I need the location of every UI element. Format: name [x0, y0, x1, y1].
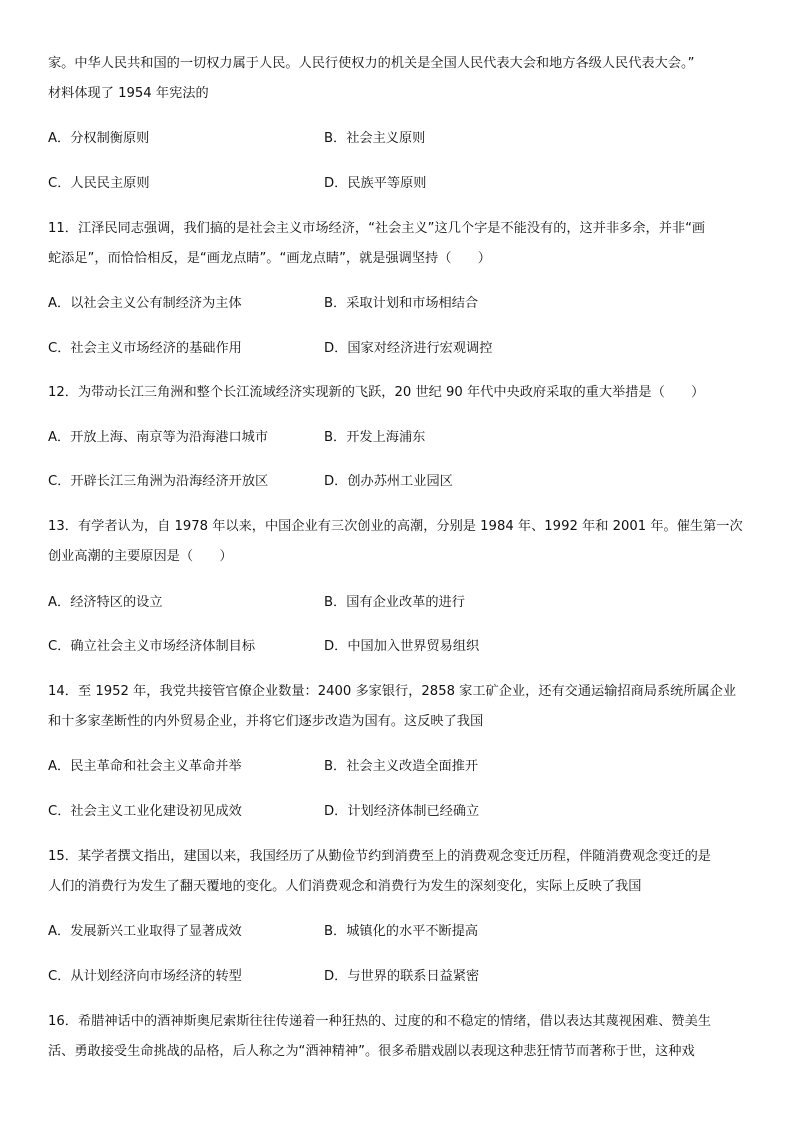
- question-15-text-line-1: 15．某学者撰文指出，建国以来，我国经历了从勤俭节约到消费至上的消费观念变迁历程，伴随消费观念变迁的是: [48, 849, 711, 864]
- question-15-option-a[interactable]: A．发展新兴工业取得了显著成效: [48, 924, 242, 939]
- question-11-option-c[interactable]: C．社会主义市场经济的基础作用: [48, 341, 242, 356]
- question-13-text-line-2: 创业高潮的主要原因是（ ）: [48, 549, 233, 564]
- question-10-option-d[interactable]: D．民族平等原则: [324, 176, 427, 191]
- question-10-option-b[interactable]: B．社会主义原则: [324, 131, 426, 146]
- question-12-option-c[interactable]: C．开辟长江三角洲为沿海经济开放区: [48, 474, 269, 489]
- question-12-option-b[interactable]: B．开发上海浦东: [324, 430, 426, 445]
- question-12-text-line-1: 12．为带动长江三角洲和整个长江流域经济实现新的飞跃，20 世纪 90 年代中央政府采取的重大举措是（ ）: [48, 385, 705, 400]
- question-15-option-c[interactable]: C．从计划经济向市场经济的转型: [48, 969, 242, 984]
- question-10-option-a[interactable]: A．分权制衡原则: [48, 131, 150, 146]
- question-11-text-line-2: 蛇添足”，而恰恰相反，是“画龙点睛”。“画龙点睛”，就是强调坚持（ ）: [48, 251, 491, 266]
- question-13-option-a[interactable]: A．经济特区的设立: [48, 595, 163, 610]
- question-15-option-b[interactable]: B．城镇化的水平不断提高: [324, 924, 479, 939]
- question-16-text-line-1: 16．希腊神话中的酒神斯奥尼索斯往往传递着一种狂热的、过度的和不稳定的情绪，借以表达其蔑视困难、赞美生: [48, 1014, 711, 1029]
- question-14-option-b[interactable]: B．社会主义改造全面推开: [324, 759, 479, 774]
- question-11-option-d[interactable]: D．国家对经济进行宏观调控: [324, 341, 493, 356]
- question-10-text-line-1: 家。中华人民共和国的一切权力属于人民。人民行使权力的机关是全国人民代表大会和地方各级人民代表大会。”: [48, 56, 695, 71]
- question-11-option-a[interactable]: A．以社会主义公有制经济为主体: [48, 296, 242, 311]
- question-12-option-d[interactable]: D．创办苏州工业园区: [324, 474, 453, 489]
- question-12-option-a[interactable]: A．开放上海、南京等为沿海港口城市: [48, 430, 269, 445]
- question-15-option-d[interactable]: D．与世界的联系日益紧密: [324, 969, 480, 984]
- question-10-option-c[interactable]: C．人民民主原则: [48, 176, 150, 191]
- question-14-option-d[interactable]: D．计划经济体制已经确立: [324, 804, 480, 819]
- question-13-text-line-1: 13．有学者认为，自 1978 年以来，中国企业有三次创业的高潮，分别是 1984 年、1992 年和 2001 年。催生第一次: [48, 519, 743, 534]
- question-13-option-c[interactable]: C．确立社会主义市场经济体制目标: [48, 639, 256, 654]
- question-14-option-c[interactable]: C．社会主义工业化建设初见成效: [48, 804, 242, 819]
- question-14-option-a[interactable]: A．民主革命和社会主义革命并举: [48, 759, 242, 774]
- question-13-option-d[interactable]: D．中国加入世界贸易组织: [324, 639, 480, 654]
- question-11-text-line-1: 11．江泽民同志强调，我们搞的是社会主义市场经济，“社会主义”这几个字是不能没有的，这并非多余，并非“画: [48, 221, 706, 236]
- question-13-option-b[interactable]: B．国有企业改革的进行: [324, 595, 465, 610]
- question-10-text-line-2: 材料体现了 1954 年宪法的: [48, 86, 209, 101]
- question-15-text-line-2: 人们的消费行为发生了翻天覆地的变化。人们消费观念和消费行为发生的深刻变化，实际上反映了我国: [48, 879, 642, 894]
- question-16-text-line-2: 活、勇敢接受生命挑战的品格，后人称之为“酒神精神”。很多希腊戏剧以表现这种悲狂情节而著称于世，这种戏: [48, 1044, 695, 1059]
- question-14-text-line-2: 和十多家垄断性的内外贸易企业，并将它们逐步改造为国有。这反映了我国: [48, 714, 484, 729]
- question-14-text-line-1: 14．至 1952 年，我党共接管官僚企业数量：2400 多家银行，2858 家工矿企业，还有交通运输招商局系统所属企业: [48, 684, 737, 699]
- question-11-option-b[interactable]: B．采取计划和市场相结合: [324, 296, 479, 311]
